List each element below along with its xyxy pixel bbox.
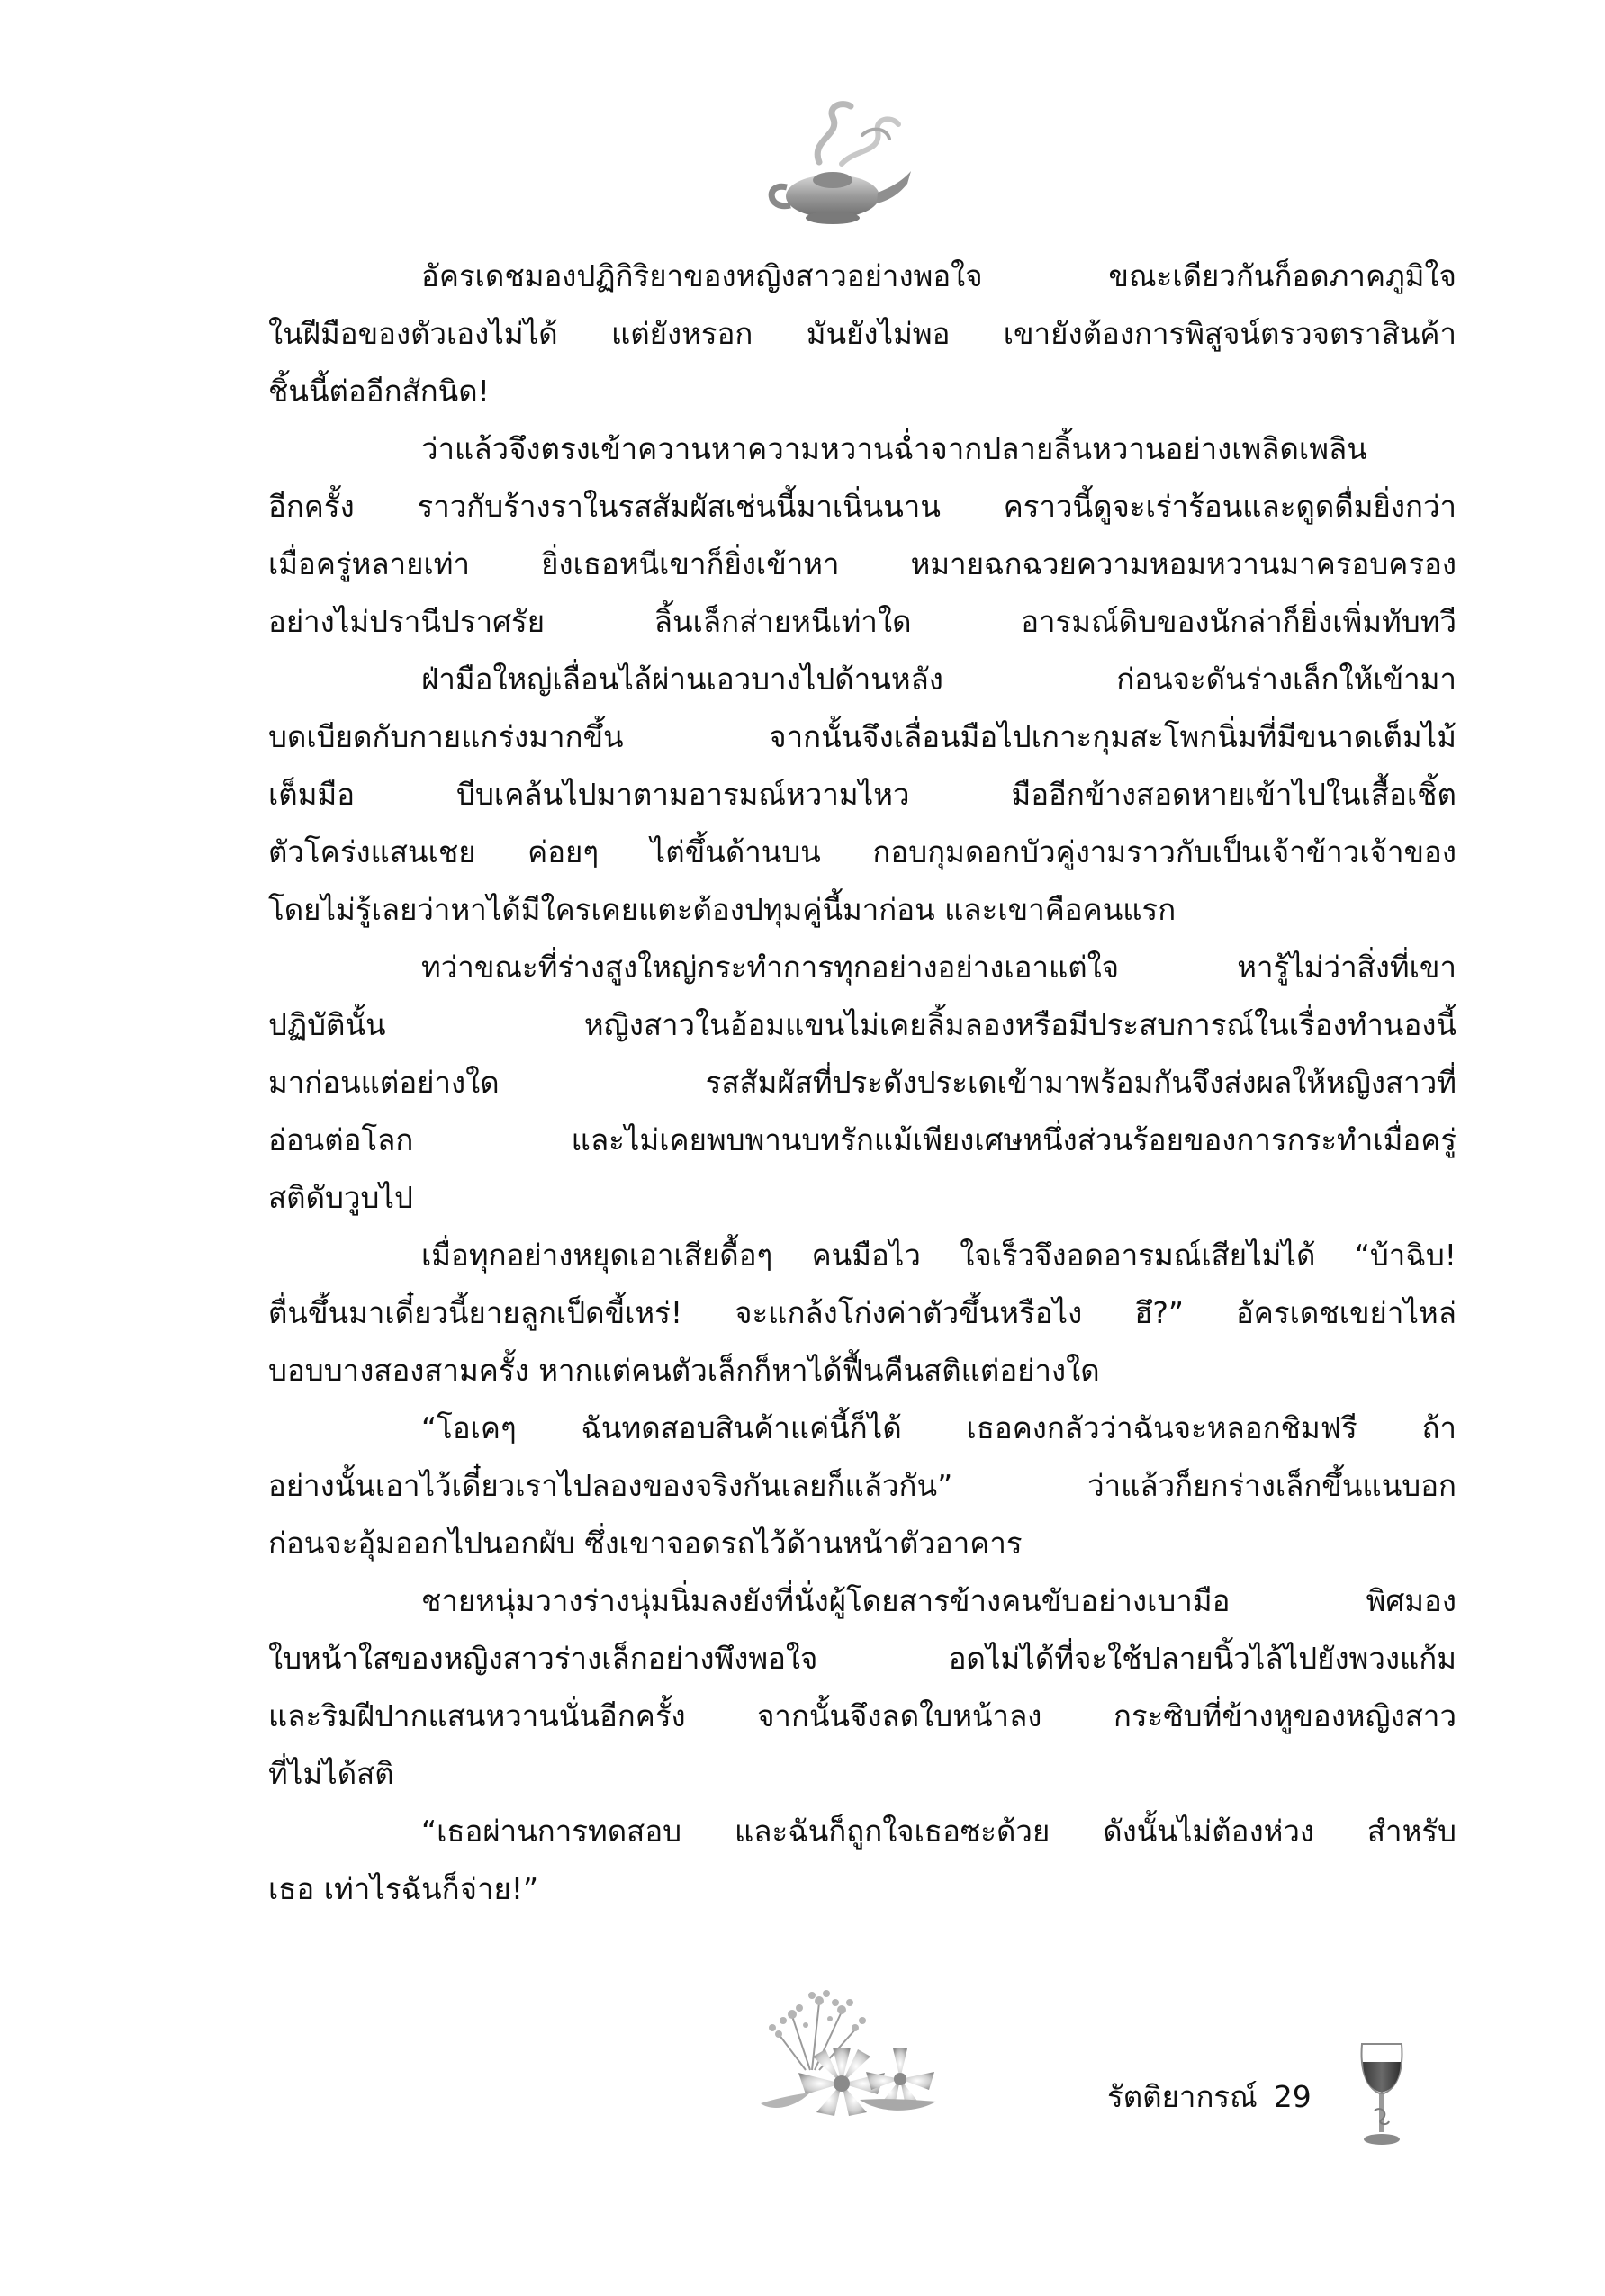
text-line: ว่าแล้วจึงตรงเข้าควานหาความหวานฉ่ำจากปลายลิ้นหวานอย่างเพลิดเพลิน [421,431,1367,466]
text-line: ชายหนุ่มวางร่างนุ่มนิ่มลงยังที่นั่งผู้โดยสารข้างคนขับอย่างเบามือ พิศมอง [421,1583,1456,1618]
text-line: อย่างไม่ปรานีปราศรัย ลิ้นเล็กส่ายหนีเท่าใด อารมณ์ดิบของนักล่าก็ยิ่งเพิ่มทับทวี [268,604,1456,639]
text-line: บอบบางสองสามครั้ง หากแต่คนตัวเล็กก็หาได้ฟื้นคืนสติแต่อย่างใด [268,1353,1100,1388]
text-line: อัครเดชมองปฏิกิริยาของหญิงสาวอย่างพอใจ ขณะเดียวกันก็อดภาคภูมิใจ [421,258,1456,293]
paragraph [268,420,1456,651]
text-line: ก่อนจะอุ้มออกไปนอกผับ ซึ่งเขาจอดรถไว้ด้านหน้าตัวอาคาร [268,1526,1023,1561]
page-number: 29 [1273,2079,1312,2114]
wine-glass-icon [1355,2039,1409,2156]
text-line: เธอ เท่าไรฉันก็จ่าย!” [268,1871,539,1906]
text-line: ใบหน้าใสของหญิงสาวร่างเล็กอย่างพึงพอใจ อดไม่ได้ที่จะใช้ปลายนิ้วไล้ไปยังพวงแก้ม [268,1641,1456,1676]
text-line: บดเบียดกับกายแกร่งมากขึ้น จากนั้นจึงเลื่อนมือไปเกาะกุมสะโพกนิ่มที่มีขนาดเต็มไม้ [268,719,1456,754]
teapot-ornament-icon [756,99,918,234]
story-text [268,248,1456,1918]
paragraph [268,1400,1456,1572]
page-footer [1107,2070,1328,2124]
text-line: เมื่อทุกอย่างหยุดเอาเสียดื้อๆ คนมือไว ใจเร็วจึงอดอารมณ์เสียไม่ได้ “บ้าฉิบ! [421,1238,1456,1273]
text-line: ที่ไม่ได้สติ [268,1756,394,1791]
text-line: และริมฝีปากแสนหวานนั่นอีกครั้ง จากนั้นจึงลดใบหน้าลง กระซิบที่ข้างหูของหญิงสาว [268,1698,1456,1733]
text-line: อีกครั้ง ราวกับร้างราในรสสัมผัสเช่นนี้มาเนิ่นนาน คราวนี้ดูจะเร่าร้อนและดูดดื่มยิ่งกว่า [268,489,1456,524]
flower-ornament-icon [756,1985,950,2120]
text-line: เมื่อครู่หลายเท่า ยิ่งเธอหนีเขาก็ยิ่งเข้าหา หมายฉกฉวยความหอมหวานมาครอบครอง [268,546,1456,581]
text-line: “เธอผ่านการทดสอบ และฉันก็ถูกใจเธอซะด้วย ดังนั้นไม่ต้องห่วง สำหรับ [421,1814,1456,1849]
text-line: “โอเคๆ ฉันทดสอบสินค้าแค่นี้ก็ได้ เธอคงกลัวว่าฉันจะหลอกชิมฟรี ถ้า [421,1410,1456,1445]
text-line: ตื่นขึ้นมาเดี๋ยวนี้ยายลูกเป็ดขี้เหร่! จะแกล้งโก่งค่าตัวขึ้นหรือไง ฮึ?” อัครเดชเขย่าไหล่ [268,1295,1456,1330]
text-line: โดยไม่รู้เลยว่าหาได้มีใครเคยแตะต้องปทุมคู่นี้มาก่อน และเขาคือคนแรก [268,892,1177,927]
text-line: ปฏิบัตินั้น หญิงสาวในอ้อมแขนไม่เคยลิ้มลองหรือมีประสบการณ์ในเรื่องทำนองนี้ [268,1007,1456,1042]
text-line: ตัวโคร่งแสนเชย ค่อยๆ ไต่ขึ้นด้านบน กอบกุมดอกบัวคู่งามราวกับเป็นเจ้าข้าวเจ้าของ [268,834,1456,869]
paragraph [268,651,1456,939]
text-line: อ่อนต่อโลก และไม่เคยพบพานบทรักแม้เพียงเศษหนึ่งส่วนร้อยของการกระทำเมื่อครู่ [268,1122,1456,1157]
text-line: เต็มมือ บีบเคล้นไปมาตามอารมณ์หวามไหว มืออีกข้างสอดหายเข้าไปในเสื้อเชิ้ต [268,777,1456,812]
text-line: มาก่อนแต่อย่างใด รสสัมผัสที่ประดังประเดเข้ามาพร้อมกันจึงส่งผลให้หญิงสาวที่ [268,1065,1456,1100]
text-line: ทว่าขณะที่ร่างสูงใหญ่กระทำการทุกอย่างอย่างเอาแต่ใจ หารู้ไม่ว่าสิ่งที่เขา [421,950,1456,985]
text-line: สติดับวูบไป [268,1180,413,1215]
text-line: ชิ้นนี้ต่ออีกสักนิด! [268,374,490,409]
paragraph [268,1572,1456,1803]
paragraph [268,1803,1456,1918]
book-title: รัตติยากรณ์ [1107,2079,1258,2114]
paragraph [268,1227,1456,1400]
text-line: อย่างนั้นเอาไว้เดี๋ยวเราไปลองของจริงกันเลยก็แล้วกัน” ว่าแล้วก็ยกร่างเล็กขึ้นแนบอก [268,1468,1456,1503]
paragraph [268,248,1456,420]
text-line: ในฝีมือของตัวเองไม่ได้ แต่ยังหรอก มันยังไม่พอ เขายังต้องการพิสูจน์ตรวจตราสินค้า [268,316,1456,351]
paragraph [268,939,1456,1227]
text-line: ฝ่ามือใหญ่เลื่อนไล้ผ่านเอวบางไปด้านหลัง ก่อนจะดันร่างเล็กให้เข้ามา [421,662,1456,697]
